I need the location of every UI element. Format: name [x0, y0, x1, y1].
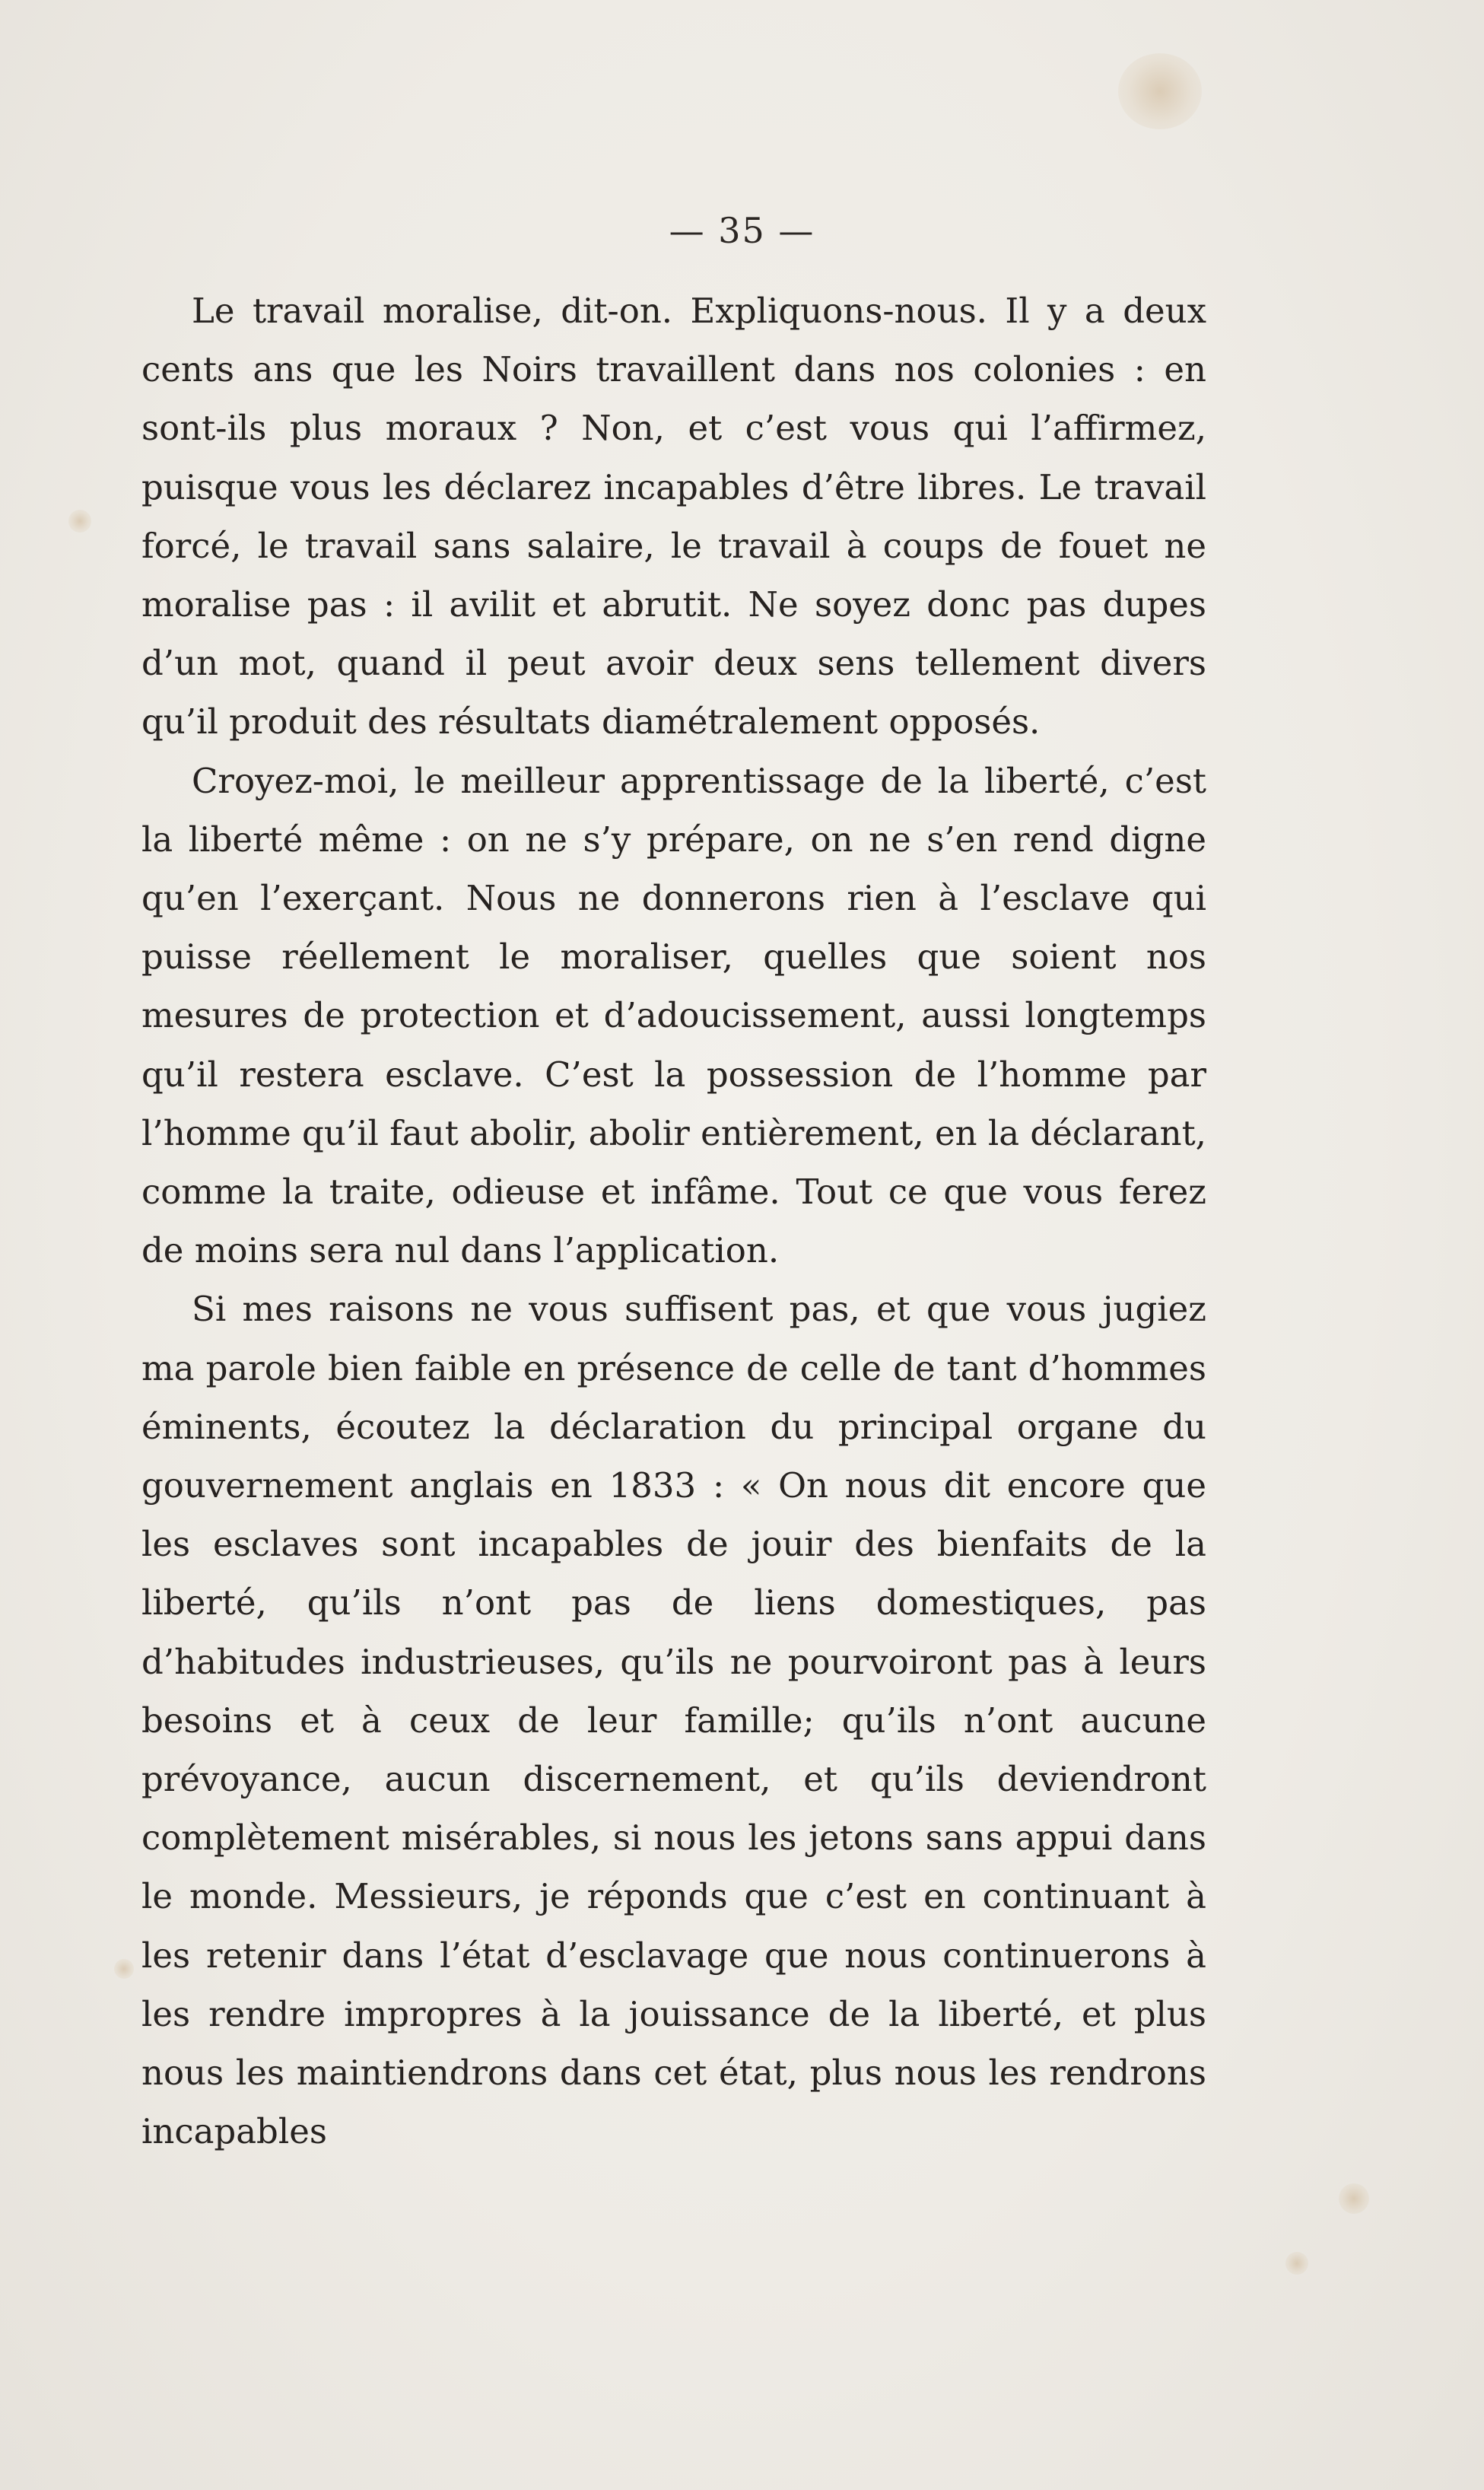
paragraph: Croyez-moi, le meilleur apprentissage de la liberté, c’est la liberté même : on ne s’y prépare, on ne s’en rend digne qu’en l’exerçant. Nous ne donnerons rien à l’esclave qui puisse réellement le moraliser, quelles que soient nos mesures de protection et d’adoucissement, aussi longtemps qu’il restera esclave. C’est la possession de l’homme par l’homme qu’il faut abolir, abolir entièrement, en la déclarant, comme la traite, odieuse et infâme. Tout ce que vous ferez de moins sera nul dans l’application.	[141, 760, 1206, 1271]
foxing-stain	[1285, 2252, 1308, 2275]
paragraph: Le travail moralise, dit-on. Expliquons-nous. Il y a deux cents ans que les Noirs travaillent dans nos colonies : en sont-ils plus moraux ? Non, et c’est vous qui l’affirmez, puisque vous les déclarez incapables d’être libres. Le travail forcé, le travail sans salaire, le travail à coups de fouet ne moralise pas : il avilit et abrutit. Ne soyez donc pas dupes d’un mot, quand il peut avoir deux sens tellement divers qu’il produit des résultats diamétralement opposés.	[141, 291, 1206, 743]
body-text	[141, 281, 1206, 2161]
paragraph: Si mes raisons ne vous suffisent pas, et que vous jugiez ma parole bien faible en présence de celle de tant d’hommes éminents, écoutez la déclaration du principal organe du gouvernement anglais en 1833 : « On nous dit encore que les esclaves sont incapables de jouir des bienfaits de la liberté, qu’ils n’ont pas de liens domestiques, pas d’habitudes industrieuses, qu’ils ne pourvoiront pas à leurs besoins et à ceux de leur famille; qu’ils n’ont aucune prévoyance, aucun discernement, et qu’ils deviendront complètement misérables, si nous les jetons sans appui dans le monde. Messieurs, je réponds que c’est en continuant à les retenir dans l’état d’esclavage que nous continuerons à les rendre impropres à la jouissance de la liberté, et plus nous les maintiendrons dans cet état, plus nous les rendrons incapables	[141, 1289, 1206, 2152]
foxing-stain	[1118, 53, 1202, 129]
foxing-stain	[114, 1959, 134, 1979]
page-number: — 35 —	[669, 210, 815, 251]
foxing-stain	[68, 510, 91, 533]
foxing-stain	[1339, 2183, 1369, 2214]
